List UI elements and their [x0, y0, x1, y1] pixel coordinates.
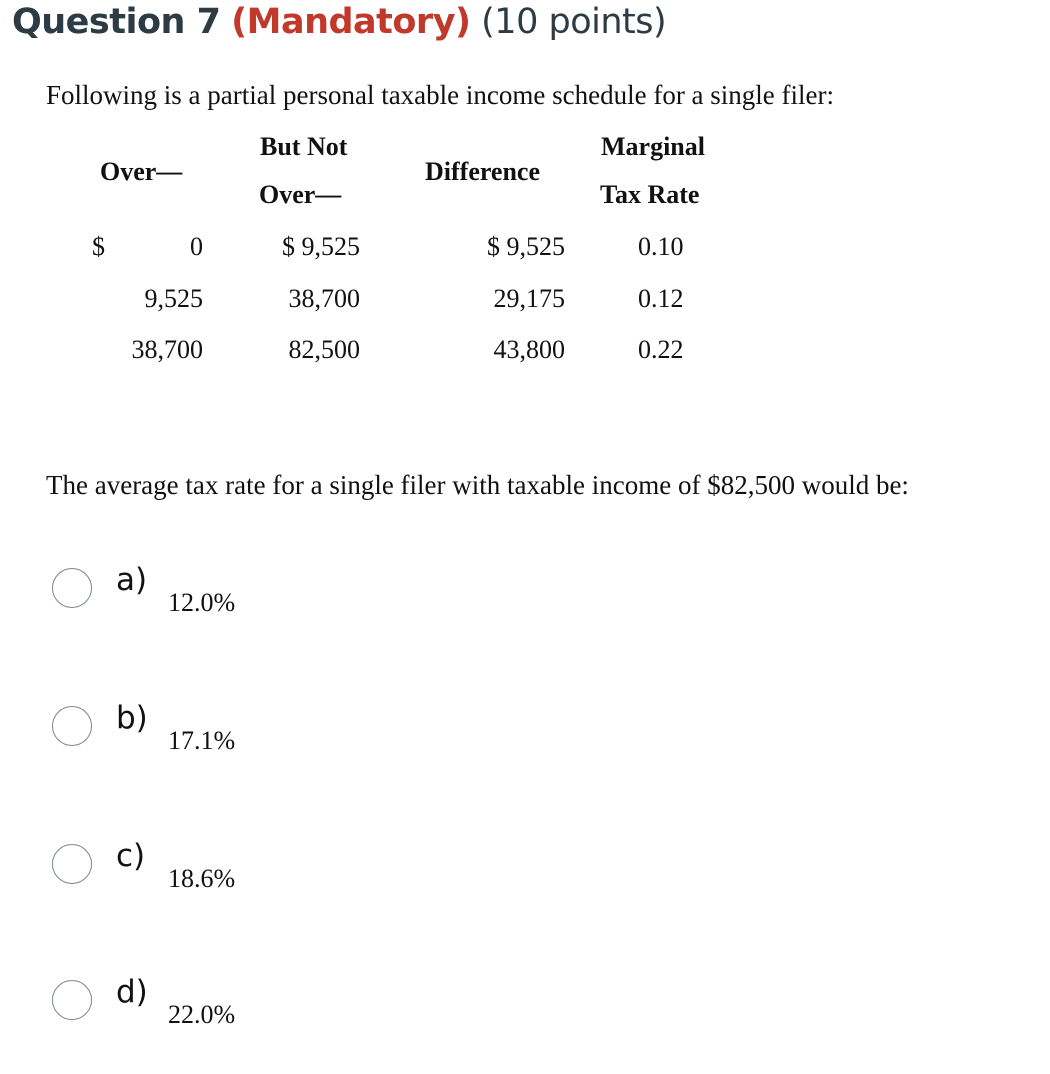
row2-over: 9,525 [144, 284, 203, 313]
option-text-c: 18.6% [168, 864, 236, 893]
option-c[interactable] [52, 838, 352, 904]
header-marginal-line2: Tax Rate [600, 180, 700, 209]
question-prompt: The average tax rate for a single filer with taxable income of $82,500 would be: [46, 470, 909, 500]
header-difference: Difference [425, 157, 541, 186]
row1-but-not-over: $ 9,525 [282, 232, 360, 261]
option-letter-c: c) [116, 838, 146, 874]
row2-difference: 29,175 [493, 284, 565, 313]
option-d[interactable] [52, 974, 352, 1040]
option-letter-a: a) [116, 562, 148, 598]
row1-rate: 0.10 [638, 232, 684, 261]
tax-schedule-table [0, 0, 1050, 400]
currency-symbol: $ [92, 232, 105, 261]
radio-button-c[interactable] [52, 844, 92, 884]
header-but-not-line2: Over— [259, 180, 342, 209]
row3-over: 38,700 [131, 335, 203, 364]
row3-but-not-over: 82,500 [288, 335, 360, 364]
option-letter-b: b) [116, 700, 148, 736]
option-b[interactable] [52, 700, 352, 766]
points-label: (10 points) [481, 2, 667, 42]
option-text-d: 22.0% [168, 1000, 236, 1029]
row1-difference: $ 9,525 [487, 232, 565, 261]
option-text-b: 17.1% [168, 726, 236, 755]
header-but-not-line1: But Not [260, 132, 348, 161]
question-title: Question 7 [12, 2, 221, 42]
header-over: Over— [100, 157, 183, 186]
option-text-a: 12.0% [168, 588, 236, 617]
radio-button-b[interactable] [52, 706, 92, 746]
row2-but-not-over: 38,700 [288, 284, 360, 313]
row1-over: 0 [190, 232, 203, 261]
mandatory-label: (Mandatory) [231, 2, 471, 42]
row3-difference: 43,800 [493, 335, 565, 364]
radio-button-a[interactable] [52, 568, 92, 608]
radio-button-d[interactable] [52, 980, 92, 1020]
row3-rate: 0.22 [638, 335, 684, 364]
option-a[interactable] [52, 562, 352, 628]
header-marginal-line1: Marginal [601, 132, 705, 161]
row2-rate: 0.12 [638, 284, 684, 313]
option-letter-d: d) [116, 974, 148, 1010]
intro-text: Following is a partial personal taxable income schedule for a single filer: [46, 80, 835, 110]
